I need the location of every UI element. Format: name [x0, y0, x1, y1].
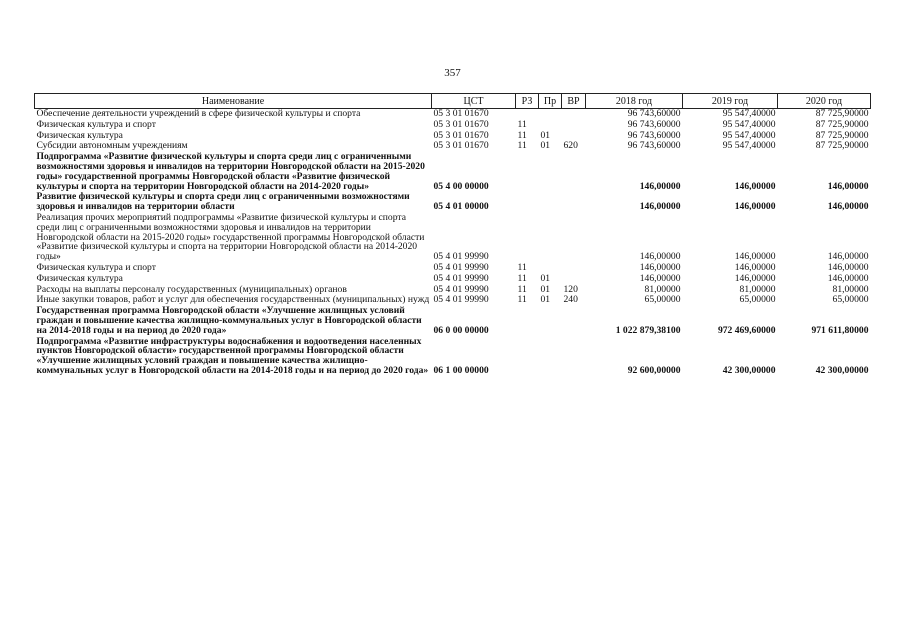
row-amount-2020: 65,00000: [832, 294, 869, 306]
row-cst-code: 05 4 01 99990: [433, 251, 489, 263]
row-name: Физическая культура: [36, 272, 123, 284]
row-vr-code: [562, 192, 586, 213]
row-cst-code: 06 0 00 00000: [433, 324, 489, 336]
table-body: [35, 109, 871, 377]
row-amount-2020: 87 725,90000: [815, 118, 869, 130]
row-amount-2018: 1 022 879,38100: [615, 324, 681, 336]
row-vr-code: 120: [563, 283, 578, 295]
row-amount-2020: 146,00000: [827, 180, 869, 192]
row-vr-code: 240: [563, 294, 578, 306]
row-amount-2018: 81,00000: [644, 283, 681, 295]
row-amount-2018: 146,00000: [639, 261, 681, 273]
row-amount-2020: 87 725,90000: [815, 108, 869, 119]
row-vr-code: 620: [563, 140, 578, 152]
column-header-2019: 2019 год: [683, 94, 778, 109]
row-vr-code: [562, 213, 586, 263]
row-amount-2019: 95 547,40000: [722, 140, 776, 152]
row-amount-2020: 81,00000: [832, 283, 869, 295]
row-amount-2018: 96 743,60000: [627, 118, 681, 130]
row-cst-code: 05 4 01 99990: [433, 283, 489, 295]
row-amount-2019: 972 469,60000: [717, 324, 776, 336]
row-name: Иные закупки товаров, работ и услуг для обеспечения государственных (муниципальных) нужд: [36, 294, 430, 306]
row-cst-code: 06 1 00 00000: [433, 364, 489, 376]
row-pr-code: [539, 213, 562, 263]
row-name: Расходы на выплаты персоналу государственных (муниципальных) органов: [36, 283, 347, 295]
row-pr-code: 01: [540, 129, 551, 141]
row-rz-code: [516, 337, 539, 377]
row-name: Обеспечение деятельности учреждений в сфере физической культуры и спорта: [36, 108, 361, 119]
row-vr-code: [562, 152, 586, 192]
row-rz-code: 11: [517, 118, 527, 130]
row-amount-2020: 87 725,90000: [815, 129, 869, 141]
row-pr-code: [539, 109, 562, 120]
row-amount-2020: 146,00000: [827, 251, 869, 263]
row-rz-code: 11: [517, 129, 527, 141]
row-rz-code: [516, 306, 539, 336]
row-rz-code: 11: [517, 261, 527, 273]
page-number: 357: [444, 67, 461, 79]
row-amount-2019: 81,00000: [739, 283, 776, 295]
row-cst-code: 05 4 01 99990: [433, 272, 489, 284]
row-rz-code: 11: [517, 140, 527, 152]
row-amount-2019: 146,00000: [734, 180, 776, 192]
row-name: Физическая культура и спорт: [36, 261, 156, 273]
row-amount-2019: 146,00000: [734, 251, 776, 263]
column-header-vr: ВР: [562, 94, 586, 109]
row-cst-code: 05 3 01 01670: [433, 129, 489, 141]
column-header-2020: 2020 год: [778, 94, 871, 109]
row-amount-2019: 146,00000: [734, 261, 776, 273]
row-amount-2018: 146,00000: [639, 201, 681, 213]
row-amount-2019: 65,00000: [739, 294, 776, 306]
table-row: [35, 120, 871, 131]
row-amount-2020: 42 300,00000: [815, 364, 869, 376]
row-name: Государственная программа Новгородской области «Улучшение жилищных условий граждан и повышение качества жилищно-коммунальных услуг в Новгородской области на 2014-2018 годы и на период до 2020 года»: [36, 305, 422, 336]
row-amount-2019: 95 547,40000: [722, 118, 776, 130]
row-amount-2018: 146,00000: [639, 251, 681, 263]
row-amount-2019: 42 300,00000: [722, 364, 776, 376]
row-amount-2018: 96 743,60000: [627, 140, 681, 152]
table-row: [35, 192, 871, 213]
row-rz-code: 11: [517, 294, 527, 306]
row-amount-2019: 146,00000: [734, 272, 776, 284]
table-row: [35, 213, 871, 263]
row-name: Субсидии автономным учреждениям: [36, 140, 188, 152]
row-amount-2018: 65,00000: [644, 294, 681, 306]
row-amount-2020: 87 725,90000: [815, 140, 869, 152]
row-vr-code: [562, 263, 586, 274]
row-cst-code: 05 4 01 99990: [433, 294, 489, 306]
row-cst-code: 05 3 01 01670: [433, 140, 489, 152]
table-row: [35, 306, 871, 336]
row-amount-2019: 95 547,40000: [722, 129, 776, 141]
row-vr-code: [562, 120, 586, 131]
column-header-cst: ЦСТ: [432, 94, 516, 109]
row-rz-code: [516, 192, 539, 213]
row-amount-2018: 92 600,00000: [627, 364, 681, 376]
table-row: [35, 152, 871, 192]
row-name: Развитие физической культуры и спорта среди лиц с ограниченными возможностями здоровья и инвалидов на территории области: [36, 191, 410, 213]
row-pr-code: [539, 120, 562, 131]
row-vr-code: [562, 274, 586, 285]
row-pr-code: [539, 306, 562, 336]
row-amount-2020: 146,00000: [827, 201, 869, 213]
row-amount-2020: 971 611,80000: [811, 324, 869, 336]
row-amount-2018: 96 743,60000: [627, 108, 681, 119]
row-amount-2020: 146,00000: [827, 272, 869, 284]
row-cst-code: 05 3 01 01670: [433, 108, 489, 119]
row-amount-2018: 146,00000: [639, 180, 681, 192]
row-rz-code: [516, 213, 539, 263]
row-vr-code: [562, 306, 586, 336]
row-amount-2019: 146,00000: [734, 201, 776, 213]
row-cst-code: 05 4 01 00000: [433, 201, 489, 213]
row-pr-code: 01: [540, 140, 551, 152]
row-cst-code: 05 4 00 00000: [433, 180, 489, 192]
table-header-row: [35, 94, 871, 109]
budget-table: [34, 93, 871, 377]
row-amount-2020: 146,00000: [827, 261, 869, 273]
row-pr-code: 01: [540, 283, 551, 295]
table-row: [35, 274, 871, 285]
row-pr-code: 01: [540, 294, 551, 306]
column-header-rz: РЗ: [516, 94, 539, 109]
row-amount-2018: 146,00000: [639, 272, 681, 284]
row-amount-2018: 96 743,60000: [627, 129, 681, 141]
table-row: [35, 337, 871, 377]
row-vr-code: [562, 337, 586, 377]
row-name: Физическая культура и спорт: [36, 118, 156, 130]
row-amount-2019: 95 547,40000: [722, 108, 776, 119]
row-name: Физическая культура: [36, 129, 123, 141]
row-rz-code: 11: [517, 272, 527, 284]
row-cst-code: 05 4 01 99990: [433, 261, 489, 273]
row-name: Подпрограмма «Развитие инфраструктуры водоснабжения и водоотведения населенных пунктов Новгородской области» государственной программы Новгородской области «Улучшение жилищных условий граждан и повышение качества жилищно-коммунальных услуг в Новгородской области на 2014-2018 годы и на период до 2020 года»: [36, 335, 429, 376]
row-name: Подпрограмма «Развитие физической культуры и спорта среди лиц с ограниченными возможностями здоровья и инвалидов на территории Новгородской области на 2015-2020 годы» государственной программы Новгородской области «Развитие физической культуры и спорта на территории Новгородской области на 2014-2020 годы»: [36, 151, 425, 192]
row-vr-code: [562, 109, 586, 120]
row-cst-code: 05 3 01 01670: [433, 118, 489, 130]
column-header-pr: Пр: [539, 94, 562, 109]
row-pr-code: [539, 152, 562, 192]
row-pr-code: 01: [540, 272, 551, 284]
column-header-2018: 2018 год: [586, 94, 683, 109]
row-rz-code: [516, 152, 539, 192]
column-header-name: Наименование: [35, 94, 432, 109]
row-pr-code: [539, 337, 562, 377]
row-pr-code: [539, 192, 562, 213]
row-name: Реализация прочих мероприятий подпрограммы «Развитие физической культуры и спорта среди лиц с ограниченными возможностями здоровья и инвалидов на территории Новгородской области на 2015-2020 годы» государственной программы Новгородской области «Развитие физической культуры и спорта на территории Новгородской области на 2014-2020 годы»: [36, 211, 425, 263]
row-rz-code: 11: [517, 283, 527, 295]
